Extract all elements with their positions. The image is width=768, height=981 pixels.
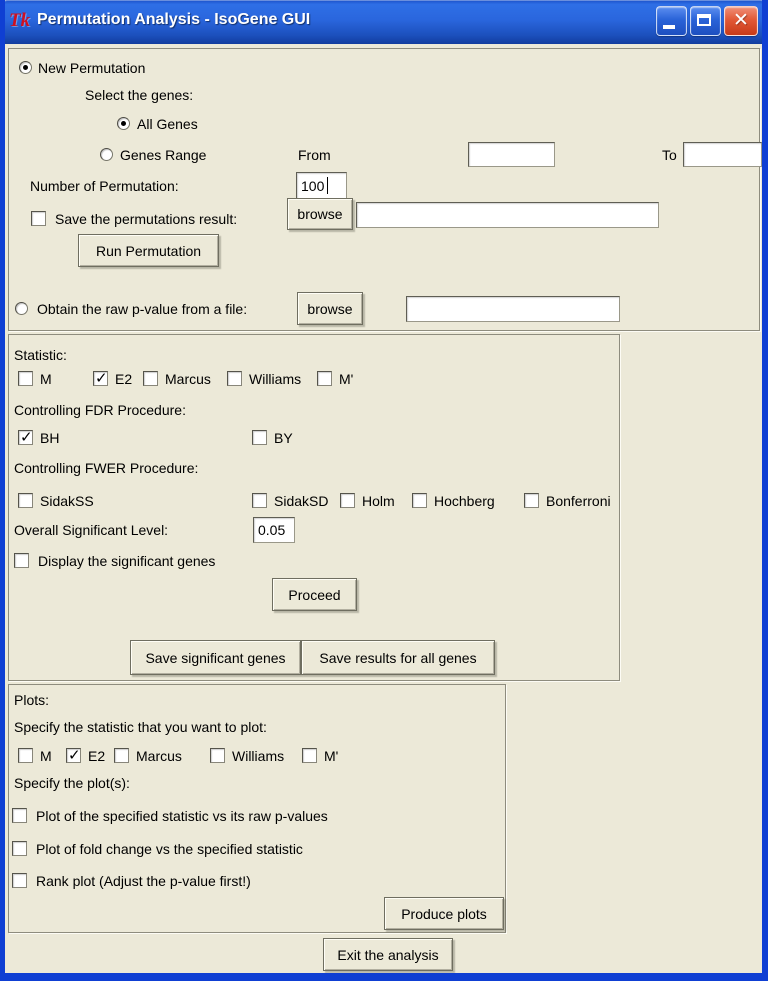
number-of-permutation-label: Number of Permutation: [30,178,179,194]
fwer-sidaksd-label: SidakSD [274,493,329,509]
raw-pvalue-label: Obtain the raw p-value from a file: [37,301,248,317]
stat-marcus-checkbox[interactable] [143,371,158,386]
to-input[interactable] [683,142,762,167]
plot-rank-label: Rank plot (Adjust the p-value first!) [36,873,251,889]
stat-m-checkbox[interactable] [18,371,33,386]
plot-stat-vs-pvalues-checkbox[interactable] [12,808,27,823]
save-permutations-label: Save the permutations result: [55,211,238,227]
save-significant-genes-button[interactable]: Save significant genes [130,640,301,675]
stat-williams-label: Williams [249,371,302,387]
plots-stat-prompt-label: Specify the statistic that you want to plot: [14,719,267,735]
plot-stat-mprime-label: M' [324,748,339,764]
fwer-bonferroni-checkbox[interactable] [524,493,539,508]
stat-mprime-checkbox[interactable] [317,371,332,386]
text-caret [327,177,328,194]
save-path-input[interactable] [356,202,659,228]
plot-stat-marcus-label: Marcus [136,748,182,764]
stat-mprime-label: M' [339,371,354,387]
browse-save-button[interactable]: browse [287,198,353,230]
fwer-holm-label: Holm [362,493,395,509]
new-permutation-radio[interactable] [19,61,32,74]
plot-stat-marcus-checkbox[interactable] [114,748,129,763]
plot-foldchange-label: Plot of fold change vs the specified statistic [36,841,303,857]
fdr-procedure-label: Controlling FDR Procedure: [14,402,186,418]
maximize-button[interactable] [690,6,721,36]
exit-analysis-button[interactable]: Exit the analysis [323,938,453,971]
save-permutations-checkbox[interactable] [31,211,46,226]
plots-section-label: Plots: [14,692,50,708]
fdr-by-checkbox[interactable] [252,430,267,445]
produce-plots-button[interactable]: Produce plots [384,897,504,930]
genes-range-label: Genes Range [120,147,207,163]
fwer-sidakss-label: SidakSS [40,493,94,509]
significance-level-label: Overall Significant Level: [14,522,169,538]
minimize-button[interactable] [656,6,687,36]
plot-stat-williams-checkbox[interactable] [210,748,225,763]
number-of-permutation-input[interactable] [296,172,347,199]
select-genes-label: Select the genes: [85,87,194,103]
fdr-bh-checkbox[interactable] [18,430,33,445]
all-genes-radio[interactable] [117,117,130,130]
plot-foldchange-checkbox[interactable] [12,841,27,856]
titlebar[interactable] [0,0,768,44]
plot-stat-vs-pvalues-label: Plot of the specified statistic vs its raw p-values [36,808,328,824]
stat-e2-label: E2 [115,371,133,387]
to-label: To [662,147,677,163]
fwer-bonferroni-label: Bonferroni [546,493,611,509]
fwer-holm-checkbox[interactable] [340,493,355,508]
raw-pvalue-radio[interactable] [15,302,28,315]
new-permutation-label: New Permutation [38,60,146,76]
plot-rank-checkbox[interactable] [12,873,27,888]
fwer-sidakss-checkbox[interactable] [18,493,33,508]
from-label: From [298,147,331,163]
significance-level-input[interactable] [253,517,295,543]
stat-e2-checkbox[interactable] [93,371,108,386]
from-input[interactable] [468,142,555,167]
plot-stat-williams-label: Williams [232,748,285,764]
fwer-hochberg-label: Hochberg [434,493,495,509]
run-permutation-button[interactable]: Run Permutation [78,234,219,267]
tk-logo-icon: Tk [9,10,31,31]
plot-stat-mprime-checkbox[interactable] [302,748,317,763]
window-title: Permutation Analysis - IsoGene GUI [37,11,311,28]
browse-raw-pvalue-button[interactable]: browse [297,292,363,325]
plot-stat-m-label: M [40,748,52,764]
all-genes-label: All Genes [137,116,198,132]
plot-stat-m-checkbox[interactable] [18,748,33,763]
fwer-sidaksd-checkbox[interactable] [252,493,267,508]
fdr-bh-label: BH [40,430,60,446]
genes-range-radio[interactable] [100,148,113,161]
fdr-by-label: BY [274,430,293,446]
stat-marcus-label: Marcus [165,371,211,387]
raw-pvalue-path-input[interactable] [406,296,620,322]
close-button[interactable] [724,6,758,36]
display-significant-genes-checkbox[interactable] [14,553,29,568]
save-results-all-genes-button[interactable]: Save results for all genes [301,640,495,675]
proceed-button[interactable]: Proceed [272,578,357,611]
fwer-procedure-label: Controlling FWER Procedure: [14,460,199,476]
stat-m-label: M [40,371,52,387]
stat-williams-checkbox[interactable] [227,371,242,386]
plot-stat-e2-label: E2 [88,748,106,764]
fwer-hochberg-checkbox[interactable] [412,493,427,508]
plots-plot-prompt-label: Specify the plot(s): [14,775,130,791]
statistic-section-label: Statistic: [14,347,67,363]
plot-stat-e2-checkbox[interactable] [66,748,81,763]
display-significant-genes-label: Display the significant genes [38,553,216,569]
